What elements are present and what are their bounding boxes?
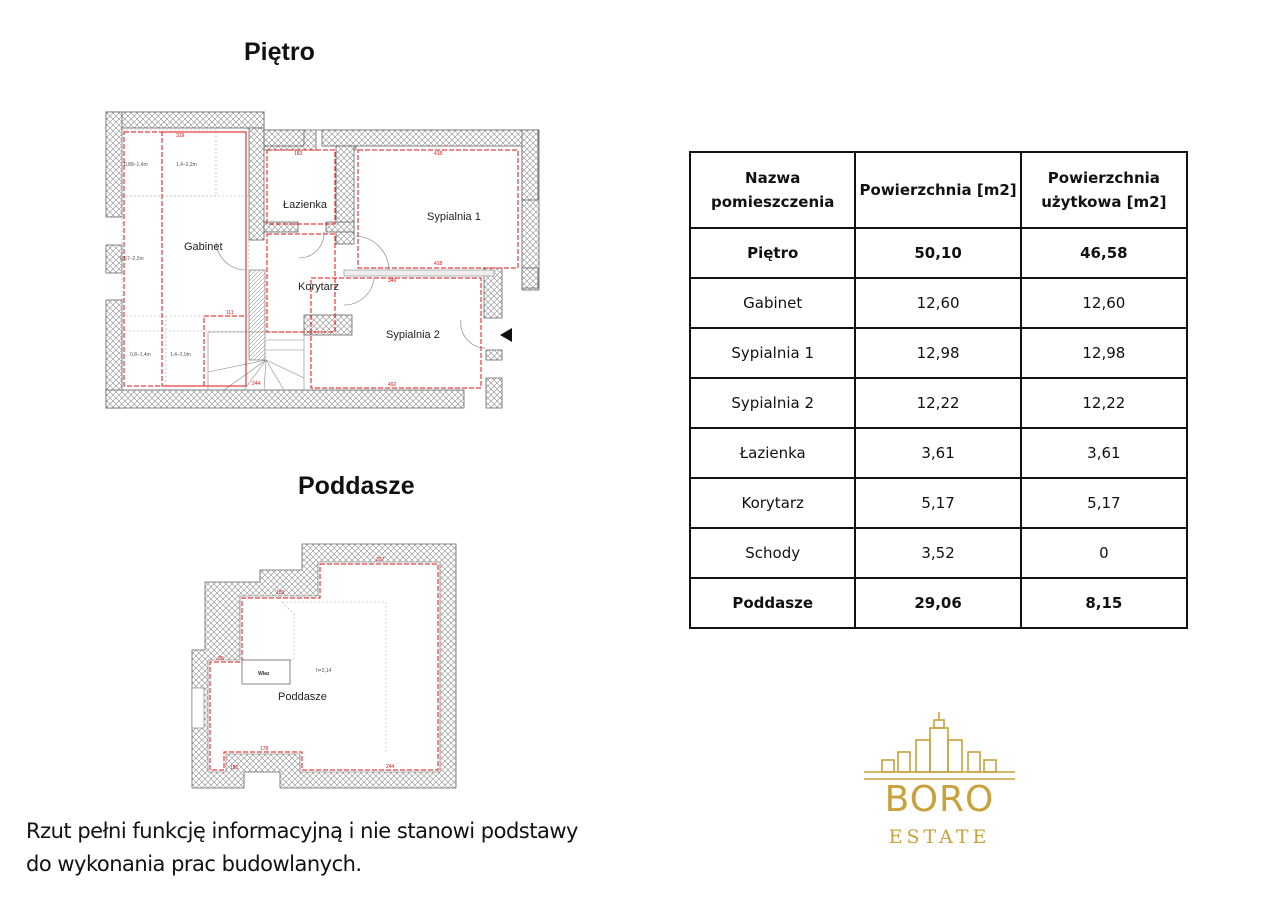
floor-plan-poddasze xyxy=(190,542,460,790)
svg-text:111: 111 xyxy=(226,310,234,316)
cell-room-name: Łazienka xyxy=(690,428,855,478)
svg-text:319: 319 xyxy=(176,133,185,139)
room-label-lazienka: Łazienka xyxy=(283,199,328,211)
svg-text:183: 183 xyxy=(294,151,303,157)
svg-text:492: 492 xyxy=(388,382,397,388)
cell-usable-area: 12,98 xyxy=(1021,328,1187,378)
svg-text:418: 418 xyxy=(434,151,443,157)
skyline-icon xyxy=(862,710,1017,782)
room-label-wlaz: Właz xyxy=(258,671,270,677)
table-row xyxy=(690,228,1187,278)
cell-usable-area: 8,15 xyxy=(1021,578,1187,628)
header-usable-area: Powierzchnia użytkowa [m2] xyxy=(1021,152,1187,228)
svg-text:418: 418 xyxy=(434,261,443,267)
svg-text:178: 178 xyxy=(260,746,269,752)
cell-room-name: Gabinet xyxy=(690,278,855,328)
boro-estate-logo xyxy=(862,710,1017,850)
cell-room-name: Sypialnia 1 xyxy=(690,328,855,378)
cell-room-name: Sypialnia 2 xyxy=(690,378,855,428)
disclaimer-text xyxy=(26,815,666,881)
floor-plan-pietro xyxy=(104,110,544,412)
logo-sub-text: ESTATE xyxy=(888,826,991,848)
table-header-row xyxy=(690,152,1187,228)
height-note: 1,4–2,0m xyxy=(170,352,191,358)
cell-area: 12,98 xyxy=(855,328,1020,378)
room-label-sypialnia-1: Sypialnia 1 xyxy=(427,211,481,223)
header-area: Powierzchnia [m2] xyxy=(855,152,1020,228)
room-label-poddasze: Poddasze xyxy=(278,691,327,703)
room-label-korytarz: Korytarz xyxy=(298,281,339,293)
cell-room-name: Korytarz xyxy=(690,478,855,528)
height-note: 0,88–1,4m xyxy=(124,162,148,168)
cell-usable-area: 5,17 xyxy=(1021,478,1187,528)
floor-title-poddasze: Poddasze xyxy=(298,472,415,500)
cell-usable-area: 0 xyxy=(1021,528,1187,578)
table-row xyxy=(690,428,1187,478)
cell-room-name: Schody xyxy=(690,528,855,578)
table-row xyxy=(690,578,1187,628)
table-row xyxy=(690,328,1187,378)
disclaimer-line-1: Rzut pełni funkcję informacyjną i nie stanowi podstawy xyxy=(26,819,578,843)
height-note: 0,57–2,2m xyxy=(120,256,144,262)
cell-area: 12,60 xyxy=(855,278,1020,328)
svg-text:244: 244 xyxy=(386,764,395,770)
disclaimer-line-2: do wykonania prac budowlanych. xyxy=(26,852,362,876)
svg-text:346: 346 xyxy=(388,278,397,284)
room-label-sypialnia-2: Sypialnia 2 xyxy=(386,329,440,341)
height-note: h=2,14 xyxy=(316,668,332,674)
table-row xyxy=(690,478,1187,528)
room-label-gabinet: Gabinet xyxy=(184,241,223,253)
svg-text:185: 185 xyxy=(230,765,239,771)
logo-brand-text: BORO xyxy=(884,779,995,820)
cell-room-name: Piętro xyxy=(690,228,855,278)
floor-title-pietro: Piętro xyxy=(244,38,315,66)
cell-usable-area: 12,22 xyxy=(1021,378,1187,428)
cell-area: 50,10 xyxy=(855,228,1020,278)
height-note: 0,8–1,4m xyxy=(130,352,151,358)
height-note: 1,4–2,2m xyxy=(176,162,197,168)
cell-room-name: Poddasze xyxy=(690,578,855,628)
cell-area: 5,17 xyxy=(855,478,1020,528)
header-room-name: Nazwa pomieszczenia xyxy=(690,152,855,228)
cell-area: 3,61 xyxy=(855,428,1020,478)
cell-area: 12,22 xyxy=(855,378,1020,428)
cell-usable-area: 3,61 xyxy=(1021,428,1187,478)
room-area-table xyxy=(689,151,1188,629)
cell-usable-area: 46,58 xyxy=(1021,228,1187,278)
svg-text:183: 183 xyxy=(276,590,285,596)
svg-text:327: 327 xyxy=(376,557,385,563)
cell-usable-area: 12,60 xyxy=(1021,278,1187,328)
cell-area: 3,52 xyxy=(855,528,1020,578)
table-row xyxy=(690,528,1187,578)
svg-text:90: 90 xyxy=(218,656,224,662)
table-row xyxy=(690,278,1187,328)
table-row xyxy=(690,378,1187,428)
cell-area: 29,06 xyxy=(855,578,1020,628)
svg-text:244: 244 xyxy=(252,381,261,387)
